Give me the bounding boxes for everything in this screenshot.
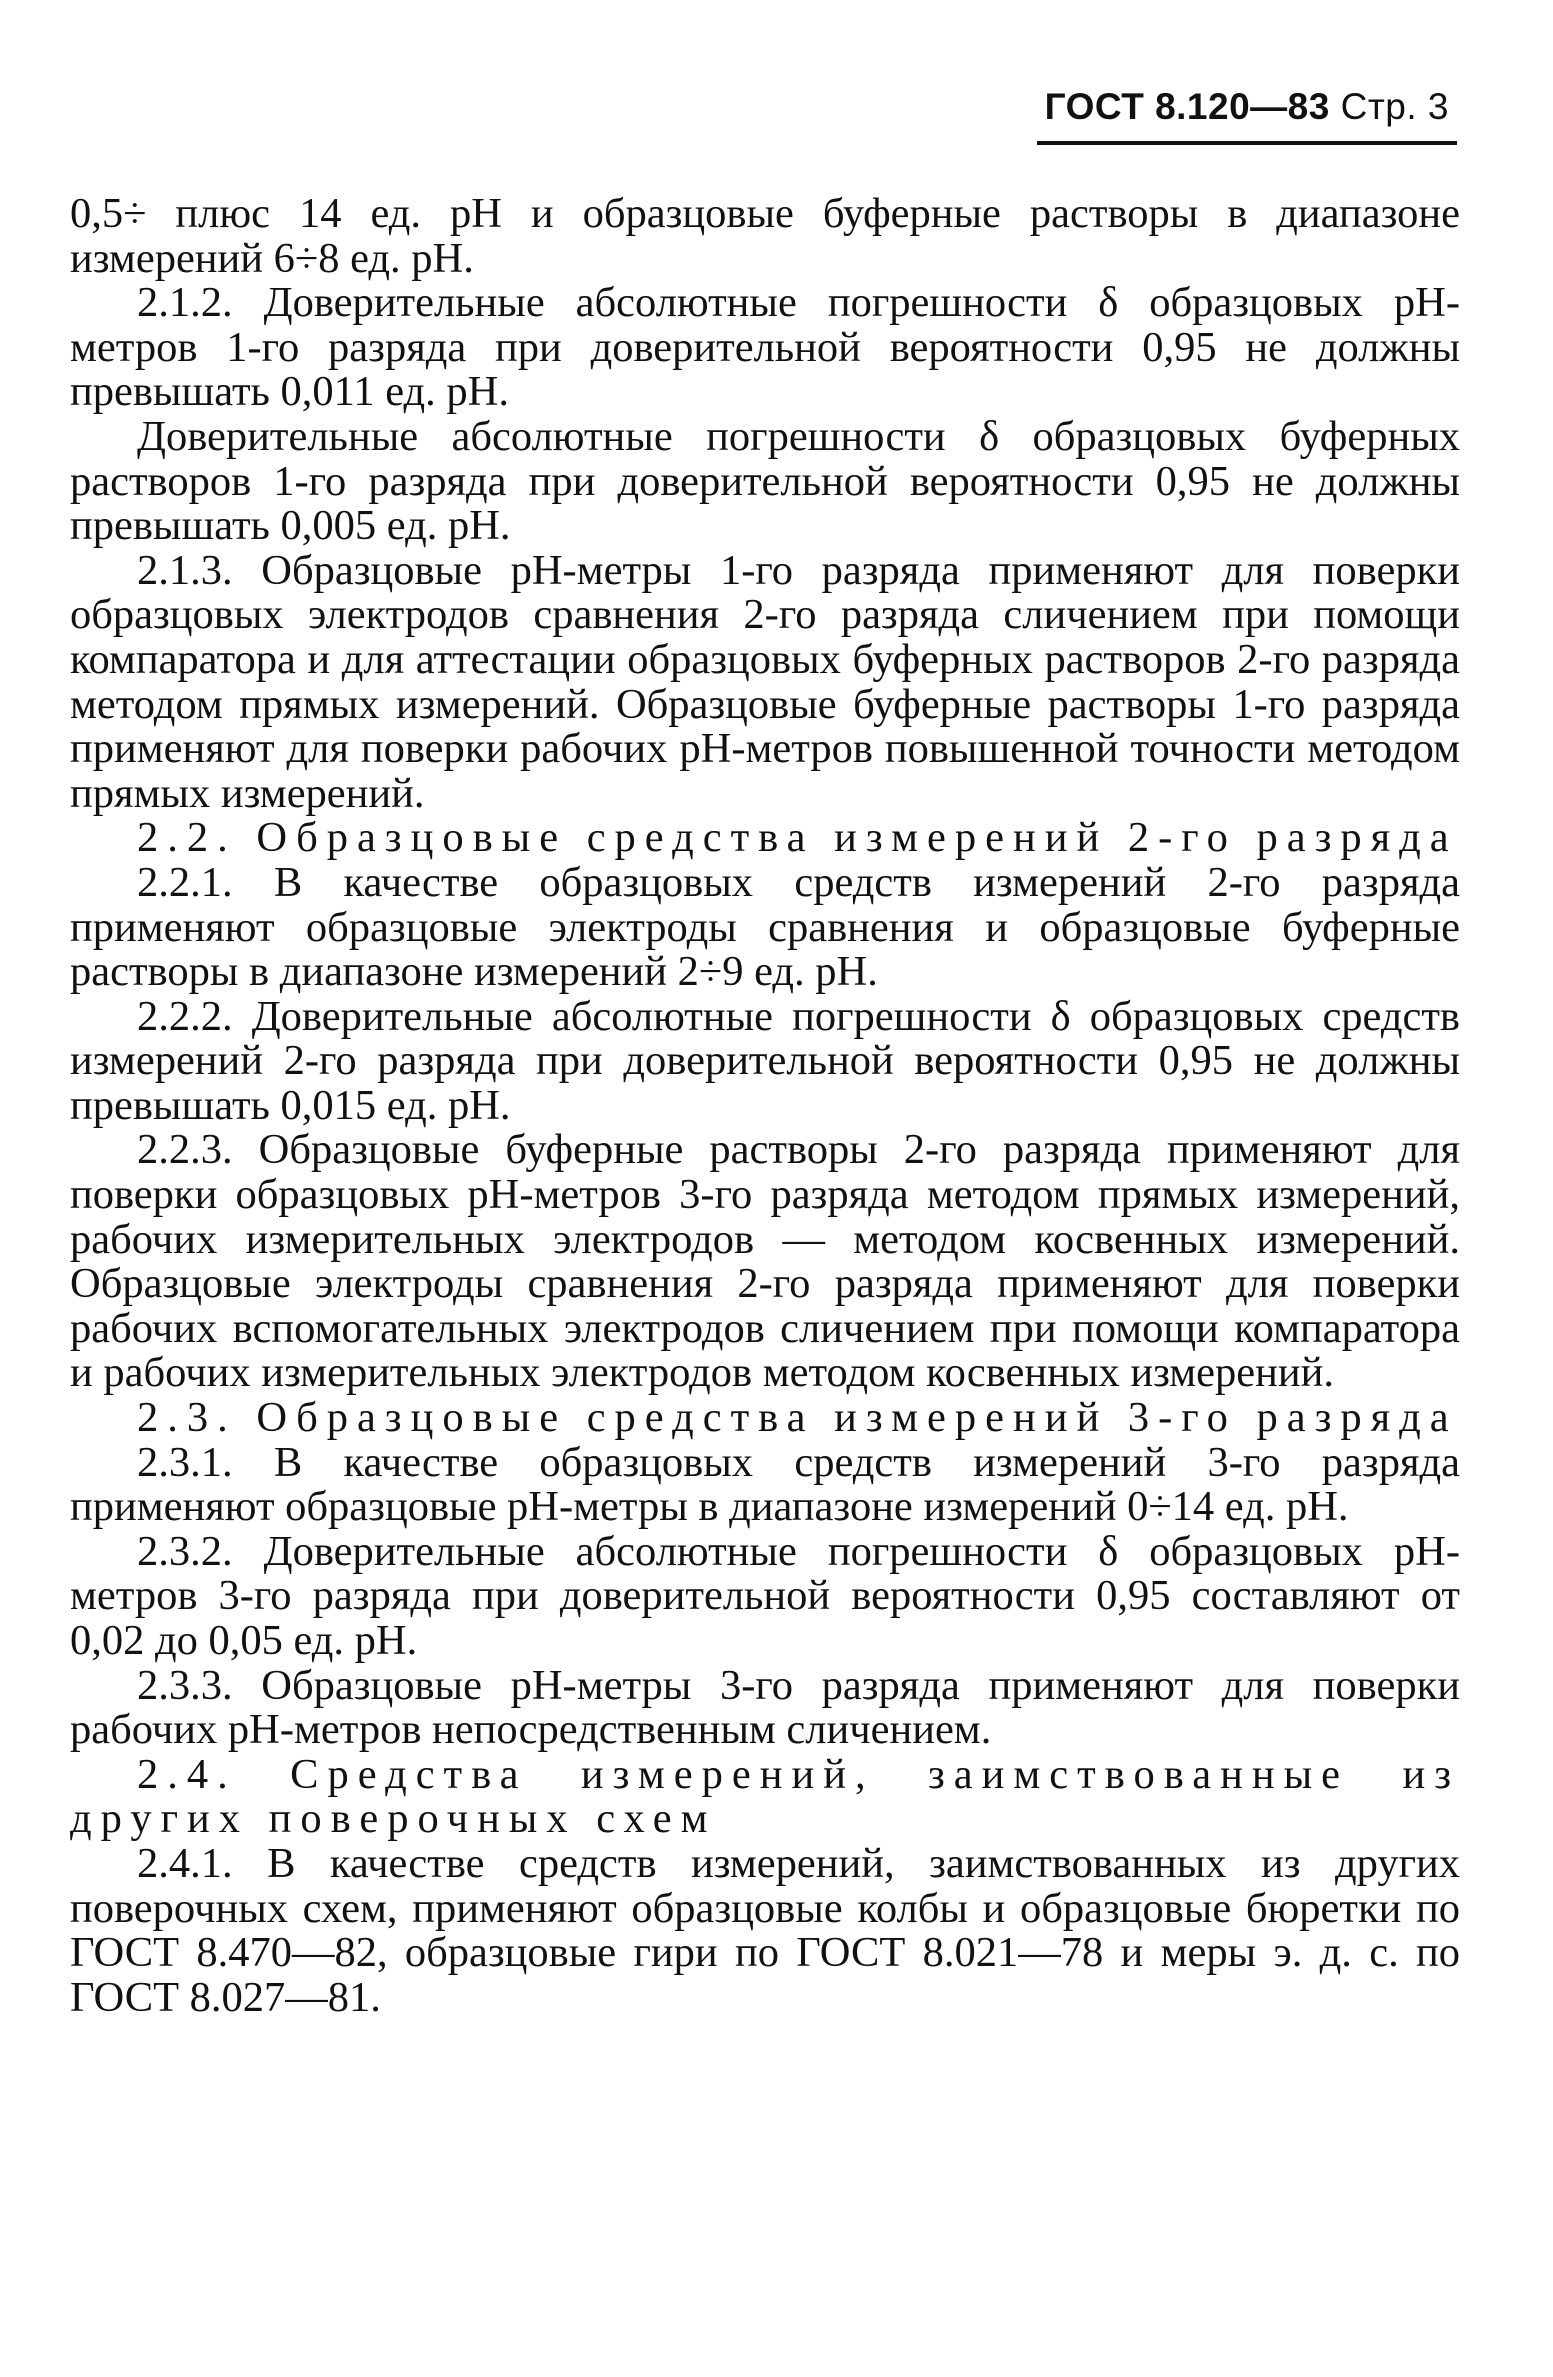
paragraph-2-2-2: 2.2.2. Доверительные абсолютные погрешности δ образцовых средств измерений 2-го разряда при доверительной вероятности 0,95 не должны превышать 0,015 ед. pH. <box>70 992 1460 1129</box>
paragraph-2-2-1: 2.2.1. В качестве образцовых средств измерений 2-го разряда применяют образцовые электроды сравнения и образцовые буферные растворы в диапазоне измерений 2÷9 ед. pH. <box>70 858 1460 996</box>
section-heading-2-3: 2.3. Образцовые средства измерений 3-го разряда <box>137 1394 1458 1442</box>
page-header <box>1045 86 1449 128</box>
section-heading-2-4: 2.4. Средства измерений, заимствованные из других поверочных схем <box>70 1750 1460 1843</box>
paragraph-2-4-1: 2.4.1. В качестве средств измерений, заимствованных из других поверочных схем, применяют образцовые колбы и образцовые бюретки по ГОСТ 8.470—82, образцовые гири по ГОСТ 8.021—78 и меры э. д. с. по ГОСТ 8.027—81. <box>70 1839 1460 2021</box>
paragraph-2-3-2: 2.3.2. Доверительные абсолютные погрешности δ образцовых pH-метров 3-го разряда при доверительной вероятности 0,95 составляют от 0,02 до 0,05 ед. pH. <box>70 1527 1460 1664</box>
paragraph-2-3-3: 2.3.3. Образцовые pH-метры 3-го разряда применяют для поверки рабочих pH-метров непосредственным сличением. <box>70 1661 1460 1754</box>
paragraph-2-1-3: 2.1.3. Образцовые pH-метры 1-го разряда применяют для поверки образцовых электродов сравнения 2-го разряда сличением при помощи компаратора и для аттестации образцовых буферных растворов 2-го разряда методом прямых измерений. Образцовые буферные растворы 1-го разряда применяют для поверки рабочих pH-метров повышенной точности методом прямых измерений. <box>70 546 1460 817</box>
header-rule <box>1037 141 1457 145</box>
document-body <box>70 192 1460 2020</box>
paragraph-2-2-3: 2.2.3. Образцовые буферные растворы 2-го разряда применяют для поверки образцовых pH-метров 3-го разряда методом прямых измерений, рабочих измерительных электродов — методом косвенных измерений. Образцовые электроды сравнения 2-го разряда применяют для поверки рабочих вспомогательных электродов сличением при помощи компаратора и рабочих измерительных электродов методом косвенных измерений. <box>70 1126 1460 1397</box>
paragraph-continuation: 0,5÷ плюс 14 ед. pH и образцовые буферные растворы в диапазоне измерений 6÷8 ед. pH. <box>70 190 1460 282</box>
document-id: ГОСТ 8.120—83 <box>1044 86 1330 127</box>
page-number: Стр. 3 <box>1340 86 1449 127</box>
paragraph-2-3-1: 2.3.1. В качестве образцовых средств измерений 3-го разряда применяют образцовые pH-метры в диапазоне измерений 0÷14 ед. pH. <box>70 1438 1460 1531</box>
section-heading-2-2: 2.2. Образцовые средства измерений 2-го разряда <box>137 814 1458 862</box>
paragraph-buffer-errors: Доверительные абсолютные погрешности δ образцовых буферных растворов 1-го разряда при доверительной вероятности 0,95 не должны превышать 0,005 ед. pH. <box>70 412 1460 550</box>
paragraph-2-1-2: 2.1.2. Доверительные абсолютные погрешности δ образцовых pH-метров 1-го разряда при доверительной вероятности 0,95 не должны превышать 0,011 ед. pH. <box>70 279 1460 416</box>
